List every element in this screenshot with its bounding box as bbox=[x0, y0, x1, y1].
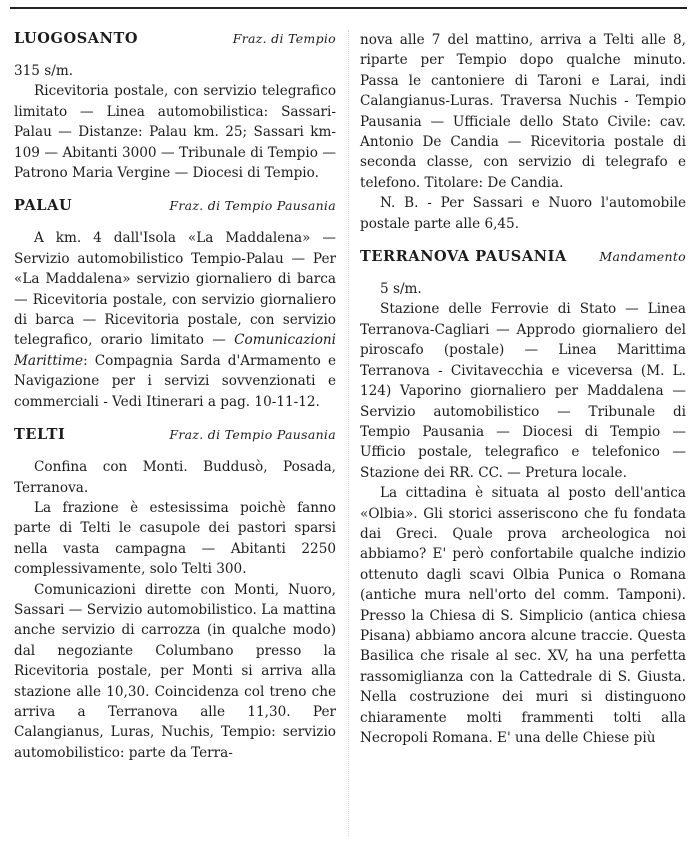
entry-title: PALAU bbox=[14, 197, 73, 215]
paragraph: Stazione delle Ferrovie di Stato — Linea Terranova-Cagliari — Approdo giornaliero del piroscafo (postale) — Linea Marittima Terranova - Civitavecchia e viceversa (M. L. 124) Vaporino giornaliero per Maddalena — Servizio automobilistico — Tribunale di Tempio Pausania — Diocesi di Tempio — Ufficio postale, telegrafico e telefonico — Stazione dei RR. CC. — Pretura locale. bbox=[360, 301, 686, 481]
altitude: 315 s/m. bbox=[14, 63, 74, 79]
entry-palau bbox=[14, 197, 336, 412]
entry-subtitle: Fraz. di Tempio Pausania bbox=[169, 198, 336, 214]
right-column bbox=[360, 30, 686, 748]
altitude: 5 s/m. bbox=[380, 281, 422, 298]
entry-telti bbox=[14, 426, 336, 763]
entry-title: TELTI bbox=[14, 426, 66, 444]
italic-run: Comunicazioni Marittime bbox=[14, 332, 336, 369]
entry-header bbox=[14, 30, 336, 47]
paragraph: Confina con Monti. Buddusò, Posada, Terranova. bbox=[14, 459, 336, 496]
entry-title: TERRANOVA PAUSANIA bbox=[360, 248, 567, 266]
paragraph: nova alle 7 del mattino, arriva a Telti alle 8, riparte per Tempio dopo qualche minuto. Passa le cantoniere di Taroni e Larai, indi Calangianus-Luras. Traversa Nuchis - Tempio Pausania — Ufficiale dello Stato Civile: cav. Antonio De Candia — Ricevitoria postale di seconda classe, con servizio di telegrafo e telefono. Titolare: De Candia. bbox=[360, 32, 686, 191]
column-divider bbox=[348, 30, 350, 836]
paragraph bbox=[14, 228, 336, 412]
text-run: : Compagnia Sarda d'Armamento e Navigazione per i servizi sovvenzionati e commerciali - Vedi Itinerari a pag. 10-11-12. bbox=[14, 352, 336, 410]
paragraph: Ricevitoria postale, con servizio telegrafico limitato — Linea automobilistica: Sassari-Palau — Distanze: Palau km. 25; Sassari km- 109 — Abitanti 3000 — Tribunale di Tempio — Patrono Maria Vergine — Diocesi di Tempio. bbox=[14, 83, 336, 182]
entry-subtitle: Mandamento bbox=[599, 249, 686, 265]
text-run: A km. 4 dall'Isola «La Maddalena» — Servizio automobilistico Tempio-Palau — Per «La Maddalena» servizio giornaliero di barca — Ricevitoria postale, con servizio giornaliero di barca — Ricevitoria postale, con servizio telegrafico, orario limitato — bbox=[14, 230, 336, 349]
entry-subtitle: Fraz. di Tempio bbox=[232, 31, 336, 46]
paragraph: La cittadina è situata al posto dell'antica «Olbia». Gli storici asseriscono che fu fondata dai Greci. Quale prova archeologica noi abbiamo? E' però confortabile qualche indizio ottenuto dagli scavi Olbia Punica o Romana (antiche mura nell'orto del comm. Tamponi). Presso la Chiesa di S. Simplicio (antica chiesa Pisana) abbiamo ancora alcune traccie. Questa Basilica che risale al sec. XV, ha una perfetta rassomiglianza con la Cattedrale di S. Giusta. Nella costruzione dei muri si distinguono chiaramente molti frammenti tolti alla Necropoli Romana. E' una delle Chiese più bbox=[360, 485, 686, 746]
entry-terranova-pausania bbox=[360, 248, 686, 748]
entry-header bbox=[14, 197, 336, 214]
top-rule bbox=[10, 7, 687, 9]
entry-header bbox=[360, 248, 686, 265]
entry-title: LUOGOSANTO bbox=[14, 30, 139, 47]
entry-telti-continued bbox=[360, 30, 686, 234]
left-column bbox=[14, 30, 336, 763]
paragraph: Comunicazioni dirette con Monti, Nuoro, Sassari — Servizio automobilistico. La mattina anche servizio di carrozza (in qualche modo) dal negoziante Columbano presso la Ricevitoria postale, per Monti si arriva alla stazione alle 10,30. Coincidenza col treno che arriva a Terranova alle 11,30. Per Calangianus, Luras, Nuchis, Tempio: servizio automobilistico: parte da Terra- bbox=[14, 581, 336, 761]
entry-header bbox=[14, 426, 336, 443]
entry-subtitle: Fraz. di Tempio Pausania bbox=[169, 427, 336, 443]
entry-luogosanto bbox=[14, 30, 336, 183]
paragraph: La frazione è estesissima poichè fanno parte di Telti le casupole dei pastori sparsi nella vasta campagna — Abitanti 2250 complessivamente, solo Telti 300. bbox=[14, 499, 336, 578]
paragraph: N. B. - Per Sassari e Nuoro l'automobile postale parte alle 6,45. bbox=[360, 195, 686, 232]
